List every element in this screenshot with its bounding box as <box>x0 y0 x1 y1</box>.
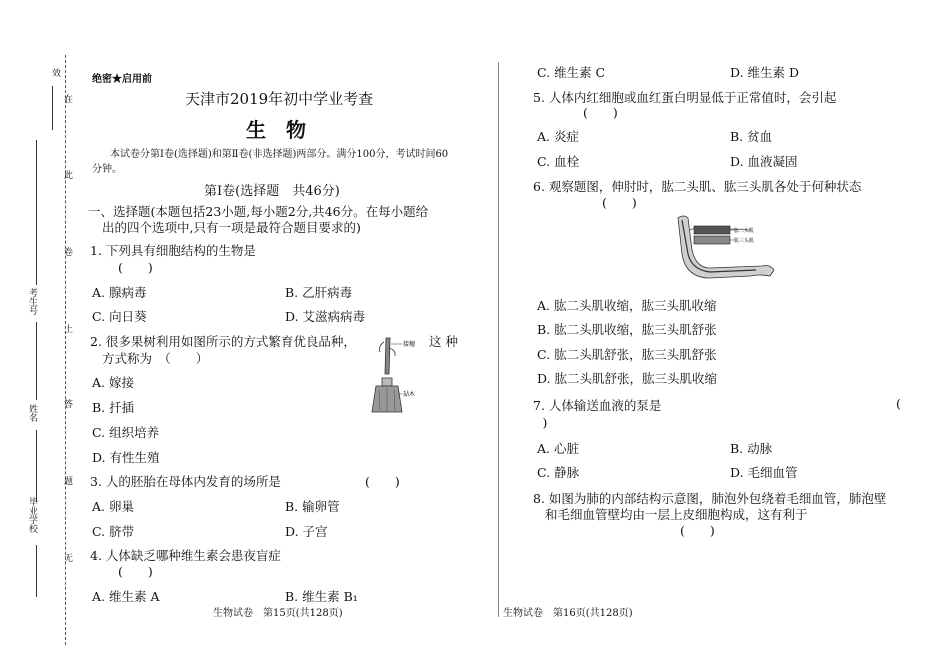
option-b[interactable]: B. 扦插 <box>92 400 135 415</box>
option-d[interactable]: D. 维生素 D <box>730 65 800 80</box>
option-b[interactable]: B. 动脉 <box>730 441 773 456</box>
option-b[interactable]: B. 肱二头肌收缩，肱三头肌舒张 <box>537 322 717 337</box>
figure-label-scion: 接穗 <box>403 341 416 348</box>
answer-blank: ( ) <box>680 523 715 538</box>
option-c[interactable]: C. 向日葵 <box>92 309 147 324</box>
part-heading: 一、选择题(本题包括23小题,每小题2分,共46分。在每小题给 <box>88 204 429 219</box>
page-footer: 生物试卷 第15页(共128页) <box>213 608 343 619</box>
option-d[interactable]: D. 子宫 <box>285 524 328 539</box>
option-a[interactable]: A. 腺病毒 <box>92 285 147 300</box>
figure-label-rootstock: 砧木 <box>403 391 416 398</box>
binding-label: 在 <box>62 94 72 103</box>
question-stem-tail: 这 种 <box>429 334 458 349</box>
question-stem: 2. 很多果树利用如图所示的方式繁育优良品种， <box>90 334 356 349</box>
option-a[interactable]: A. 卵巢 <box>92 499 134 514</box>
option-b[interactable]: B. 维生素 B₁ <box>285 589 358 604</box>
instructions: 分钟。 <box>92 164 122 175</box>
option-d[interactable]: D. 血液凝固 <box>730 154 798 169</box>
binding-label: 题 <box>62 476 72 485</box>
subject-title: 生 物 <box>246 118 306 142</box>
binding-label: 此 <box>62 170 72 179</box>
question-stem: 3. 人的胚胎在母体内发育的场所是 <box>90 474 281 489</box>
option-c[interactable]: C. 肱二头肌舒张，肱三头肌舒张 <box>537 347 717 362</box>
option-a[interactable]: A. 心脏 <box>537 441 579 456</box>
option-a[interactable]: A. 嫁接 <box>92 375 134 390</box>
secret-label: 绝密★启用前 <box>92 74 152 85</box>
option-b[interactable]: B. 贫血 <box>730 129 773 144</box>
answer-blank: ( ) <box>118 260 153 275</box>
figure-label-biceps: 肱二头肌 <box>734 228 755 234</box>
margin-line <box>52 86 53 130</box>
option-d[interactable]: D. 有性生殖 <box>92 450 160 465</box>
answer-blank: ( ) <box>583 105 618 120</box>
answer-blank-open: ( <box>896 396 901 411</box>
question-stem: 8. 如图为肺的内部结构示意图，肺泡外包绕着毛细血管，肺泡壁 <box>533 491 887 506</box>
option-d[interactable]: D. 肱二头肌舒张，肱三头肌收缩 <box>537 371 718 386</box>
option-c[interactable]: C. 维生素 C <box>537 65 606 80</box>
field-candidate-number: 考生号 <box>27 288 37 315</box>
option-b[interactable]: B. 乙肝病毒 <box>285 285 353 300</box>
question-stem: 方式称为 （ ） <box>102 351 209 366</box>
answer-blank-close: ) <box>530 415 548 430</box>
option-a[interactable]: A. 炎症 <box>537 129 579 144</box>
question-stem: 7. 人体输送血液的泵是 <box>533 398 662 413</box>
binding-label: 无 <box>62 553 72 562</box>
binding-label: 上 <box>62 324 72 333</box>
option-c[interactable]: C. 血栓 <box>537 154 580 169</box>
option-c[interactable]: C. 静脉 <box>537 465 580 480</box>
option-c[interactable]: C. 脐带 <box>92 524 135 539</box>
figure-label-triceps: 肱三头肌 <box>734 238 755 244</box>
question-stem: 和毛细血管壁均由一层上皮细胞构成，这有利于 <box>545 507 808 522</box>
answer-blank: ( ) <box>118 564 153 579</box>
answer-blank: ( ) <box>602 195 637 210</box>
part-heading: 出的四个选项中,只有一项是最符合题目要求的) <box>102 220 361 235</box>
question-stem: 1. 下列具有细胞结构的生物是 <box>90 243 256 258</box>
field-line <box>36 430 37 502</box>
field-school: 毕业学校 <box>27 497 37 533</box>
option-d[interactable]: D. 毛细血管 <box>730 465 798 480</box>
instructions: 本试卷分第Ⅰ卷(选择题)和第Ⅱ卷(非选择题)两部分。满分100分，考试时间60 <box>110 149 449 160</box>
question-stem: 5. 人体内红细胞或血红蛋白明显低于正常值时，会引起 <box>533 90 837 105</box>
grafting-figure <box>362 334 430 416</box>
option-d[interactable]: D. 艾滋病病毒 <box>285 309 366 324</box>
question-stem: 4. 人体缺乏哪种维生素会患夜盲症 <box>90 548 281 563</box>
field-name: 姓名 <box>27 404 37 422</box>
arm-muscle-figure <box>670 210 780 286</box>
page-footer: 生物试卷 第16页(共128页) <box>503 608 633 619</box>
section-title: 第Ⅰ卷(选择题 共46分) <box>204 184 340 199</box>
binding-label: 卷 <box>62 247 72 256</box>
binding-label: 效 <box>50 68 60 77</box>
answer-blank: ( ) <box>365 474 400 489</box>
option-c[interactable]: C. 组织培养 <box>92 425 160 440</box>
field-line <box>36 322 37 400</box>
column-divider <box>498 62 499 617</box>
exam-title: 天津市2019年初中学业考查 <box>185 90 374 108</box>
field-line <box>36 140 37 285</box>
option-a[interactable]: A. 肱二头肌收缩，肱三头肌收缩 <box>537 298 717 313</box>
binding-label: 答 <box>62 399 72 408</box>
option-a[interactable]: A. 维生素 A <box>92 589 160 604</box>
field-line <box>36 545 37 597</box>
option-b[interactable]: B. 输卵管 <box>285 499 340 514</box>
question-stem: 6. 观察题图，伸肘时，肱二头肌、肱三头肌各处于何种状态 <box>533 179 862 194</box>
